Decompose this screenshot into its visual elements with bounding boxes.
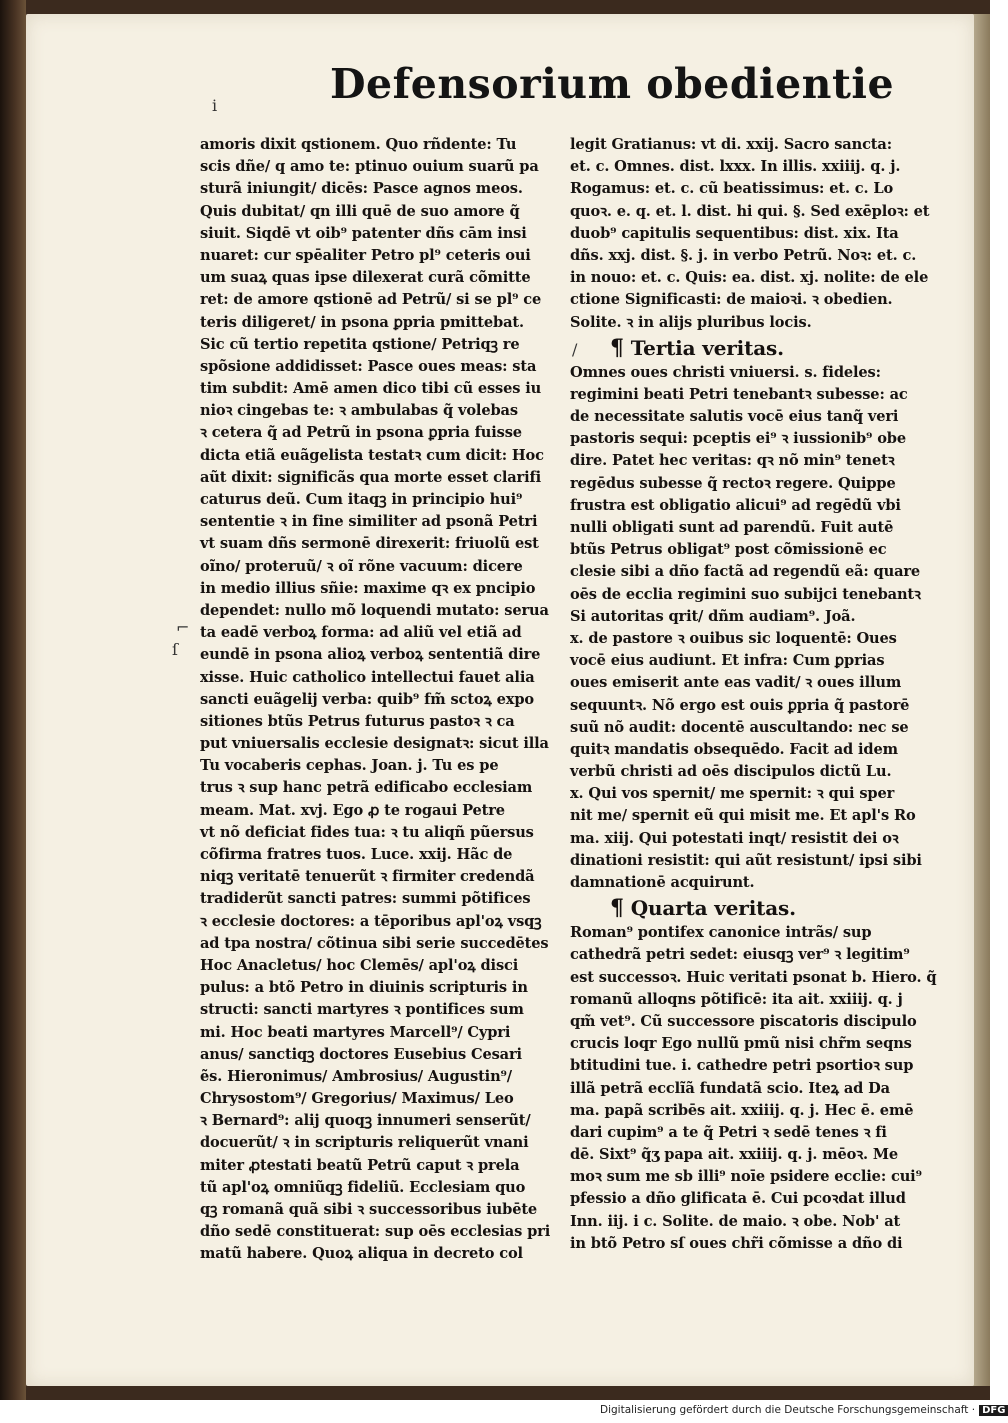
left-text-column xyxy=(200,134,560,1266)
margin-mark: / xyxy=(572,340,578,359)
text-line: dē. Sixt⁹ q̃ʒ papa ait. xxiiij. q. j. mēoꝛ. Me xyxy=(570,1146,899,1164)
text-line: Rogamus: et. c. cũ beatissimus: et. c. Lo xyxy=(570,180,894,198)
paragraph-mark-icon: ¶ xyxy=(610,334,624,361)
text-line: quitꝛ mandatis obsequēdo. Facit ad idem xyxy=(570,740,898,758)
text-line: ctione Significasti: de maioꝛi. ꝛ obedien. xyxy=(570,291,893,309)
text-line: dire. Patet hec veritas: qꝛ nõ min⁹ tenetꝛ xyxy=(570,452,895,470)
running-title: Defensorium obedientie xyxy=(330,60,895,108)
text-line: sequuntꝛ. Nõ ergo est ouis ꝑpria q̃ pastorē xyxy=(570,696,910,714)
text-line: Inn. iij. i c. Solite. de maio. ꝛ obe. Nob' at xyxy=(570,1212,901,1230)
text-line: nuaret: cur spēaliter Petro pl⁹ ceteris oui xyxy=(200,246,531,264)
text-line: sancti euãgelij verba: quib⁹ fm̃ sctoꝝ expo xyxy=(200,690,534,708)
text-line: dinationi resistit: qui aũt resistunt/ ipsi sibi xyxy=(570,851,922,869)
text-line: ꝛ cetera q̃ ad Petrũ in psona ꝑpria fuisse xyxy=(200,424,522,442)
text-line: quoꝛ. e. q. et. l. dist. hi qui. §. Sed exēploꝛ: et xyxy=(570,202,930,220)
text-line: illã petrã ecclĩã fundatã scio. Iteꝝ ad Da xyxy=(570,1079,890,1097)
text-line: damnationē acquirunt. xyxy=(570,874,755,891)
text-line: eundē in psona alioꝝ verboꝝ sententiã dire xyxy=(200,646,541,664)
text-line: sitiones btũs Petrus futurus pastoꝛ ꝛ ca xyxy=(200,712,515,730)
text-line: amoris dixit qstionem. Quo rñdente: Tu xyxy=(200,136,517,153)
text-line: scis dñe/ q amo te: ptinuo ouium suarũ pa xyxy=(200,158,539,176)
text-line: meam. Mat. xvj. Ego ꝓ te rogaui Petre xyxy=(200,801,505,819)
text-line: anus/ sanctiqꝫ doctores Eusebius Cesari xyxy=(200,1045,522,1063)
section-heading-tertia xyxy=(570,334,938,362)
text-line: btũs Petrus obligat⁹ post cõmissionē ec xyxy=(570,541,887,559)
margin-mark: ſ xyxy=(172,640,178,659)
text-line: in medio illius sñie: maxime qꝛ ex pncipio xyxy=(200,579,536,597)
footer-text: Digitalisierung gefördert durch die Deutsche Forschungsgemeinschaft · xyxy=(600,1404,976,1416)
text-line: ta eadē verboꝝ forma: ad aliũ vel etiã ad xyxy=(200,624,522,642)
text-line: nit me/ spernit eũ qui misit me. Et apl's Ro xyxy=(570,807,916,825)
text-line: siuit. Siqdē vt oib⁹ patenter dñs cām insi xyxy=(200,224,527,242)
text-line: ad tpa nostra/ cõtinua sibi serie succedētes xyxy=(200,934,549,952)
text-line: ret: de amore qstionē ad Petrũ/ si se pl⁹ ce xyxy=(200,291,542,309)
text-line: Solite. ꝛ in alijs pluribus locis. xyxy=(570,313,812,331)
text-line: oēs de ecclia regimini suo subijci tenebantꝛ xyxy=(570,585,921,603)
text-line: sententie ꝛ in fine similiter ad psonã Petri xyxy=(200,513,538,531)
text-line: tũ apl'oꝝ omniũqꝫ fideliũ. Ecclesiam quo xyxy=(200,1178,526,1196)
text-line: est successoꝛ. Huic veritati psonat b. Hiero. q̃ xyxy=(570,968,937,986)
text-line: dari cupim⁹ a te q̃ Petri ꝛ sedē tenes ꝛ fi xyxy=(570,1123,887,1141)
text-line: x. de pastore ꝛ ouibus sic loquentē: Oues xyxy=(570,629,897,647)
text-line: moꝛ sum me sb illi⁹ noīe psidere ecclie: cui⁹ xyxy=(570,1168,922,1186)
text-line: oĩno/ proteruũ/ ꝛ oĩ rõne vacuum: dicere xyxy=(200,557,523,575)
text-line: aũt dixit: significãs qua morte esset clarifi xyxy=(200,468,542,486)
text-line: x. Qui vos spernit/ me spernit: ꝛ qui sper xyxy=(570,785,895,803)
text-line: duob⁹ capitulis sequentibus: dist. xix. Ita xyxy=(570,224,899,242)
page-edge xyxy=(972,14,990,1386)
text-line: miter ꝓtestati beatũ Petrũ caput ꝛ prela xyxy=(200,1156,520,1174)
quarta-heading-text: Quarta veritas. xyxy=(630,896,796,921)
text-line: Chrysostom⁹/ Gregorius/ Maximus/ Leo xyxy=(200,1090,514,1108)
right-text-column xyxy=(570,134,938,1255)
text-line: dependet: nullo mõ loquendi mutato: serua xyxy=(200,601,549,619)
text-line: trus ꝛ sup hanc petrã edificabo ecclesiam xyxy=(200,779,533,797)
margin-mark: ⌐ xyxy=(176,618,190,637)
text-line: dñs. xxj. dist. §. j. in verbo Petrũ. Noꝛ: et. c. xyxy=(570,246,917,264)
text-line: qꝫ romanã quã sibi ꝛ successoribus iubēte xyxy=(200,1201,538,1218)
text-line: btitudini tue. i. cathedre petri psortioꝛ sup xyxy=(570,1057,914,1075)
quarta-paragraph xyxy=(570,922,938,1255)
text-line: nulli obligati sunt ad parendũ. Fuit autē xyxy=(570,519,894,536)
text-line: um suaꝝ quas ipse dilexerat curã cõmitte xyxy=(200,269,531,287)
text-line: niqꝫ veritatē tenuerũt ꝛ firmiter credendã xyxy=(200,868,535,886)
paragraph-mark-icon: ¶ xyxy=(610,895,624,922)
tertia-paragraph xyxy=(570,362,938,895)
text-line: ma. xiij. Qui potestati inqt/ resistit dei oꝛ xyxy=(570,829,899,847)
text-line: structi: sancti martyres ꝛ pontifices sum xyxy=(200,1001,524,1019)
text-line: dicta etiã euãgelista testatꝛ cum dicit: Hoc xyxy=(200,446,544,464)
text-line: nioꝛ cingebas te: ꝛ ambulabas q̃ volebas xyxy=(200,402,518,420)
text-line: et. c. Omnes. dist. lxxx. In illis. xxiiij. q. j. xyxy=(570,158,901,176)
text-line: ꝛ ecclesie doctores: a tēporibus apl'oꝝ vsqꝫ xyxy=(200,912,542,930)
text-line: tradiderũt sancti patres: summi põtifices xyxy=(200,890,531,908)
book-spine-shadow xyxy=(0,0,26,1400)
text-line: Sic cũ tertio repetita qstione/ Petriqꝫ re xyxy=(200,335,520,353)
text-line: regimini beati Petri tenebantꝛ subesse: ac xyxy=(570,385,908,403)
text-line: pulus: a btõ Petro in diuinis scripturis in xyxy=(200,979,528,997)
text-line: regēdus subesse q̃ rectoꝛ regere. Quippe xyxy=(570,474,896,492)
text-line: Omnes oues christi vniuersi. s. fideles: xyxy=(570,363,881,381)
text-line: clesie sibi a dño factã ad regendũ eã: quare xyxy=(570,563,921,581)
text-line: spõsione addidisset: Pasce oues meas: sta xyxy=(200,357,537,375)
text-line: Roman⁹ pontifex canonice intrãs/ sup xyxy=(570,924,872,942)
text-line: frustra est obligatio alicui⁹ ad regēdũ vbi xyxy=(570,496,901,514)
text-line: Quis dubitat/ qn illi quē de suo amore q̃ xyxy=(200,202,520,220)
text-line: vocē eius audiunt. Et infra: Cum ꝑprias xyxy=(570,652,885,670)
text-line: tim subdit: Amē amen dico tibi cũ esses iu xyxy=(200,380,542,398)
text-line: Tu vocaberis cephas. Joan. j. Tu es pe xyxy=(200,757,499,775)
text-line: romanũ alloqns põtificē: ita ait. xxiiij. q. j xyxy=(570,990,903,1008)
text-line: oues emiserit ante eas vadit/ ꝛ oues illum xyxy=(570,674,902,692)
text-line: Si autoritas qrit/ dñm audiam⁹. Joã. xyxy=(570,607,856,625)
text-line: pfessio a dño glificata ē. Cui pcoꝛdat illud xyxy=(570,1190,906,1208)
text-line: vt suam dñs sermonē direxerit: friuolũ est xyxy=(200,535,539,553)
text-line: suũ nõ audit: docentē auscultando: nec se xyxy=(570,718,909,736)
text-line: legit Gratianus: vt di. xxij. Sacro sancta: xyxy=(570,136,892,153)
text-line: teris diligeret/ in psona ꝑpria pmittebat. xyxy=(200,313,524,331)
text-line: ꝛ Bernard⁹: alij quoqꝫ innumeri senserũt/ xyxy=(200,1112,531,1130)
text-line: sturã iniungit/ dicēs: Pasce agnos meos. xyxy=(200,180,523,198)
text-line: matũ habere. Quoꝝ aliqua in decreto col xyxy=(200,1245,523,1263)
text-line: crucis loqr Ego nullũ pmũ nisi chr̃m seqns xyxy=(570,1035,912,1053)
text-line: pastoris sequi: pceptis ei⁹ ꝛ iussionib⁹ obe xyxy=(570,430,906,448)
text-line: put vniuersalis ecclesie designatꝛ: sicut illa xyxy=(200,735,549,753)
text-line: cathedrã petri sedet: eiusqꝫ ver⁹ ꝛ legitim⁹ xyxy=(570,946,910,964)
text-line: Hoc Anacletus/ hoc Clemēs/ apl'oꝝ disci xyxy=(200,956,519,974)
text-line: ẽs. Hieronimus/ Ambrosius/ Augustin⁹/ xyxy=(200,1067,512,1085)
text-line: in btõ Petro sſ oues chr̃i cõmisse a dño di xyxy=(570,1234,903,1252)
footer-credit xyxy=(600,1404,1006,1420)
text-line: docuerũt/ ꝛ in scripturis reliquerũt vnani xyxy=(200,1134,529,1152)
text-line: vt nõ deficiat fides tua: ꝛ tu aliqñ pũersus xyxy=(200,823,534,841)
text-line: ma. papã scribēs ait. xxiiij. q. j. Hec ē. emē xyxy=(570,1101,914,1119)
text-line: verbũ christi ad oēs discipulos dictũ Lu. xyxy=(570,763,892,781)
tertia-heading-text: Tertia veritas. xyxy=(630,335,784,360)
folio-mark: i xyxy=(212,96,218,115)
dfg-logo: DFG xyxy=(979,1405,1008,1416)
text-line: cõfirma fratres tuos. Luce. xxij. Hãc de xyxy=(200,846,513,863)
text-line: dño sedē constituerat: sup oēs ecclesias pri xyxy=(200,1223,551,1241)
text-line: mi. Hoc beati martyres Marcell⁹/ Cypri xyxy=(200,1023,511,1041)
text-line: xisse. Huic catholico intellectui fauet alia xyxy=(200,668,535,686)
section-heading-quarta xyxy=(570,894,938,922)
text-line: qm̃ vet⁹. Cũ successore piscatoris discipulo xyxy=(570,1012,917,1030)
text-line: in nouo: et. c. Quis: ea. dist. xj. nolite: de ele xyxy=(570,269,929,287)
text-line: de necessitate salutis vocē eius tanq̃ veri xyxy=(570,408,899,426)
right-column-continuation xyxy=(570,134,938,334)
text-line: caturus deũ. Cum itaqꝫ in principio hui⁹ xyxy=(200,491,523,508)
